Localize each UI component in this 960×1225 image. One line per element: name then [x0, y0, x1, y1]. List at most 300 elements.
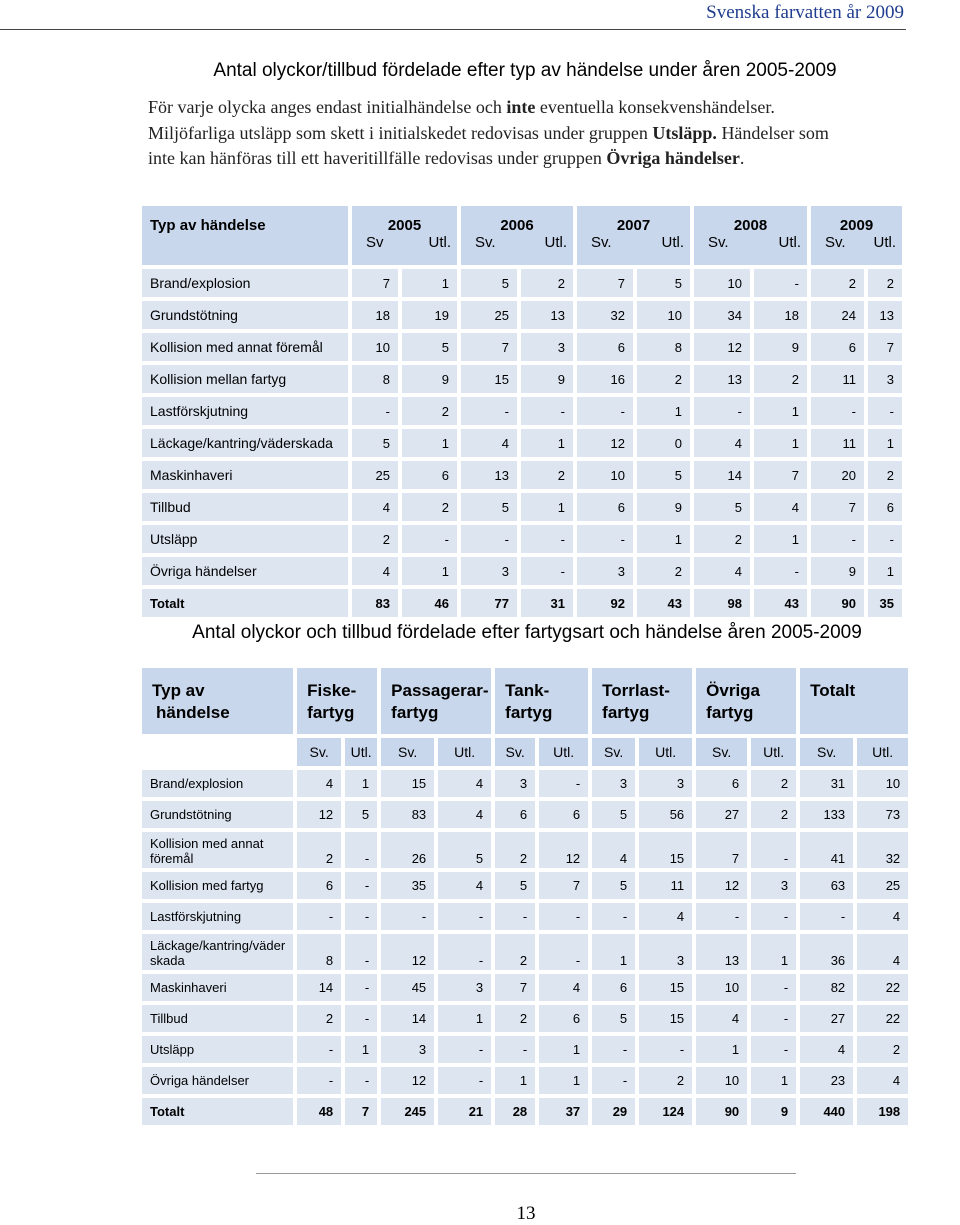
total-cell: 124 [639, 1098, 692, 1125]
row-label [142, 1067, 293, 1094]
table-cell: 3 [577, 557, 633, 585]
table-cell: 12 [577, 429, 633, 457]
table-cell: - [751, 974, 796, 1001]
table-cell: 7 [868, 333, 902, 361]
table-cell: - [521, 525, 573, 553]
row-label [142, 974, 293, 1001]
type-header-line-1: Typ av [152, 681, 205, 700]
table-cell: 10 [637, 301, 690, 329]
table-cell: 7 [577, 269, 633, 297]
table-cell: - [438, 1067, 491, 1094]
table-cell: 4 [539, 974, 588, 1001]
table-cell: 56 [639, 801, 692, 828]
total-cell: 92 [577, 589, 633, 617]
row-label-line-1: Läckage/kantring/väder [150, 938, 286, 953]
table-cell: 9 [754, 333, 807, 361]
table-cell: 4 [352, 493, 398, 521]
table-cell: 14 [381, 1005, 434, 1032]
utl-label: Utl. [345, 738, 377, 766]
table-cell: - [345, 903, 377, 930]
table-cell: 2 [751, 770, 796, 797]
total-cell: 48 [297, 1098, 341, 1125]
table-cell: 10 [694, 269, 750, 297]
table-cell: 41 [800, 832, 853, 868]
table-cell: 3 [381, 1036, 434, 1063]
total-cell: 46 [402, 589, 457, 617]
table-cell: - [868, 525, 902, 553]
table-cell: 4 [696, 1005, 747, 1032]
section1-title: Antal olyckor/tillbud fördelade efter typ av händelse under åren 2005-2009 [213, 60, 837, 81]
table-cell: 4 [438, 801, 491, 828]
table-cell: 3 [461, 557, 517, 585]
table-cell: 4 [461, 429, 517, 457]
running-title: Svenska farvatten år 2009 [706, 2, 904, 23]
vessel-group-header [696, 668, 796, 734]
table-cell: 3 [495, 770, 535, 797]
row-label [142, 801, 293, 828]
table-cell: 1 [754, 525, 807, 553]
header-rule [0, 29, 906, 30]
row-label [142, 770, 293, 797]
total-row [142, 589, 902, 617]
row-label-line-2: föremål [150, 851, 194, 866]
table-cell: 8 [297, 934, 341, 970]
table-cell: 32 [577, 301, 633, 329]
group-line-2: fartyg [307, 703, 355, 722]
table-cell: 26 [381, 832, 434, 868]
table-cell: 15 [639, 1005, 692, 1032]
table-cell: 6 [696, 770, 747, 797]
table-cell: 13 [868, 301, 902, 329]
table-cell: 3 [639, 934, 692, 970]
table-cell: 19 [402, 301, 457, 329]
table-cell: - [521, 397, 573, 425]
row-label-line-1: Kollision med fartyg [150, 878, 264, 893]
total-cell: 28 [495, 1098, 535, 1125]
table-cell: - [297, 1067, 341, 1094]
table-cell: - [592, 903, 635, 930]
table-cell: 22 [857, 1005, 908, 1032]
table-cell: 4 [857, 903, 908, 930]
table-cell: 1 [539, 1067, 588, 1094]
table-cell: 63 [800, 872, 853, 899]
total-cell: 43 [637, 589, 690, 617]
year-label: 2008 [733, 217, 768, 234]
table-cell: 6 [811, 333, 864, 361]
sv-label: Sv. [592, 738, 635, 766]
table-cell: 6 [402, 461, 457, 489]
table-cell: 6 [577, 333, 633, 361]
table-cell: 18 [754, 301, 807, 329]
type-header-line-2: händelse [156, 703, 230, 722]
table-cell: 11 [811, 365, 864, 393]
table-cell: 1 [637, 397, 690, 425]
vessel-group-header [495, 668, 588, 734]
table-cell: - [297, 903, 341, 930]
type-header [142, 668, 293, 734]
table-cell: 1 [521, 493, 573, 521]
table-cell: 6 [297, 872, 341, 899]
total-cell: 245 [381, 1098, 434, 1125]
table-cell: 7 [696, 832, 747, 868]
table-cell: 7 [539, 872, 588, 899]
row-label: Lastförskjutning [142, 397, 348, 425]
table-cell: 4 [297, 770, 341, 797]
vessel-group-header [297, 668, 377, 734]
table-cell: 10 [696, 1067, 747, 1094]
table-cell: 14 [694, 461, 750, 489]
table-cell: 12 [694, 333, 750, 361]
row-label: Maskinhaveri [142, 461, 348, 489]
table-row [142, 493, 902, 521]
row-label-line-1: Övriga händelser [150, 1073, 249, 1088]
table-cell: 2 [868, 269, 902, 297]
table-cell: 5 [694, 493, 750, 521]
intro-paragraph [148, 95, 928, 172]
table-cell: 31 [800, 770, 853, 797]
table-cell: 6 [577, 493, 633, 521]
year-header-2008 [694, 206, 807, 265]
group-line-2: fartyg [706, 703, 754, 722]
table-row [142, 974, 908, 1001]
table-cell: 14 [297, 974, 341, 1001]
table-cell: 7 [754, 461, 807, 489]
table-cell: 1 [402, 429, 457, 457]
table-row [142, 1005, 908, 1032]
row-label-line-1: Kollision med annat [150, 836, 264, 851]
row-label: Kollision mellan fartyg [142, 365, 348, 393]
table-row [142, 1067, 908, 1094]
table1-header-row [142, 206, 902, 265]
total-cell: 29 [592, 1098, 635, 1125]
sv-label: Sv. [381, 738, 434, 766]
table-cell: 24 [811, 301, 864, 329]
table-cell: - [539, 934, 588, 970]
sv-utl-labels [694, 234, 807, 251]
table-row [142, 301, 902, 329]
table-cell: 5 [592, 1005, 635, 1032]
table-cell: 4 [754, 493, 807, 521]
utl-label: Utl. [639, 738, 692, 766]
table-cell: 36 [800, 934, 853, 970]
table-cell: 2 [857, 1036, 908, 1063]
table-cell: 2 [751, 801, 796, 828]
total-label: Totalt [142, 1098, 293, 1125]
table-cell: - [461, 397, 517, 425]
table-cell: 9 [521, 365, 573, 393]
table-cell: - [345, 974, 377, 1001]
table-cell: - [868, 397, 902, 425]
table-cell: 1 [345, 1036, 377, 1063]
table-cell: - [345, 872, 377, 899]
row-label-line-1: Brand/explosion [150, 776, 244, 791]
table-row [142, 903, 908, 930]
row-label-line-1: Maskinhaveri [150, 980, 227, 995]
year-label: 2005 [387, 217, 422, 234]
table-cell: 27 [800, 1005, 853, 1032]
table-cell: 13 [696, 934, 747, 970]
row-label: Grundstötning [142, 301, 348, 329]
group-line-1: Totalt [810, 681, 856, 700]
total-label: Totalt [142, 589, 348, 617]
table-cell: - [352, 397, 398, 425]
table-cell: 5 [495, 872, 535, 899]
table-cell: 4 [352, 557, 398, 585]
group-line-2: fartyg [391, 703, 439, 722]
group-line-1: Torrlast- [602, 681, 670, 700]
total-cell: 440 [800, 1098, 853, 1125]
total-cell: 31 [521, 589, 573, 617]
group-line-2: fartyg [505, 703, 553, 722]
page-number: 13 [516, 1203, 536, 1224]
table-cell: 15 [381, 770, 434, 797]
intro-line-2: Miljöfarliga utsläpp som skett i initialskedet redovisas under gruppen Utsläpp. Händelser som [148, 122, 829, 143]
table-cell: 15 [461, 365, 517, 393]
table-cell: 6 [495, 801, 535, 828]
year-header-2007 [577, 206, 690, 265]
utl-label: Utl. [428, 234, 451, 251]
table-cell: 2 [521, 269, 573, 297]
table-cell: 5 [345, 801, 377, 828]
total-cell: 21 [438, 1098, 491, 1125]
table-cell: 8 [352, 365, 398, 393]
table-cell: - [381, 903, 434, 930]
table-cell: - [495, 903, 535, 930]
table-row [142, 832, 908, 868]
table-cell: 10 [352, 333, 398, 361]
table-cell: - [495, 1036, 535, 1063]
table-cell: - [297, 1036, 341, 1063]
table-cell: - [461, 525, 517, 553]
type-header: Typ av händelse [142, 206, 348, 265]
table-cell: 4 [857, 1067, 908, 1094]
group-line-1: Passagerar- [391, 681, 489, 700]
total-cell: 43 [754, 589, 807, 617]
row-label [142, 832, 293, 868]
table-cell: - [592, 1067, 635, 1094]
events-by-year-table [138, 202, 906, 621]
table-cell: 83 [381, 801, 434, 828]
total-cell: 35 [868, 589, 902, 617]
table-cell: 1 [592, 934, 635, 970]
row-label-line-2: skada [150, 953, 185, 968]
table-cell: - [438, 934, 491, 970]
total-cell: 90 [696, 1098, 747, 1125]
table-cell: 5 [592, 801, 635, 828]
row-label [142, 934, 293, 970]
table-cell: 1 [521, 429, 573, 457]
table-cell: 2 [639, 1067, 692, 1094]
table-cell: - [521, 557, 573, 585]
table-cell: 5 [637, 461, 690, 489]
group-line-1: Tank- [505, 681, 550, 700]
table-cell: 15 [639, 974, 692, 1001]
table-cell: - [345, 1005, 377, 1032]
table-cell: 11 [639, 872, 692, 899]
utl-label: Utl. [751, 738, 796, 766]
sv-label: Sv. [825, 234, 846, 251]
table-cell: 7 [352, 269, 398, 297]
year-header-2006 [461, 206, 573, 265]
row-label-line-1: Lastförskjutning [150, 909, 242, 924]
table-cell: 20 [811, 461, 864, 489]
events-by-vessel-table [138, 664, 912, 1129]
table-cell: 4 [438, 872, 491, 899]
table-cell: 2 [868, 461, 902, 489]
table-cell: 3 [751, 872, 796, 899]
intro-line-1: För varje olycka anges endast initialhändelse och inte eventuella konsekvenshändelser. [148, 97, 775, 117]
table-row [142, 333, 902, 361]
table-row [142, 461, 902, 489]
total-cell: 90 [811, 589, 864, 617]
table-row [142, 801, 908, 828]
table-cell: 82 [800, 974, 853, 1001]
table-cell: 2 [521, 461, 573, 489]
sv-label: Sv. [800, 738, 853, 766]
year-label: 2007 [616, 217, 651, 234]
table-row [142, 397, 902, 425]
table-cell: 2 [495, 934, 535, 970]
table-cell: 12 [381, 934, 434, 970]
table-cell: 1 [868, 557, 902, 585]
row-label [142, 872, 293, 899]
utl-label: Utl. [873, 234, 896, 251]
table-cell: 2 [754, 365, 807, 393]
table-cell: 3 [868, 365, 902, 393]
table-cell: 10 [857, 770, 908, 797]
total-cell: 98 [694, 589, 750, 617]
sv-label: Sv. [591, 234, 612, 251]
table-row [142, 872, 908, 899]
sv-utl-labels [577, 234, 690, 251]
total-cell: 198 [857, 1098, 908, 1125]
table-cell: 4 [857, 934, 908, 970]
sv-label: Sv. [475, 234, 496, 251]
table-cell: 4 [438, 770, 491, 797]
group-line-2: fartyg [602, 703, 650, 722]
table-cell: - [639, 1036, 692, 1063]
sv-utl-labels [811, 234, 902, 251]
sv-label: Sv. [696, 738, 747, 766]
row-label [142, 1005, 293, 1032]
table-row [142, 770, 908, 797]
row-label: Övriga händelser [142, 557, 348, 585]
table-cell: 27 [696, 801, 747, 828]
table-cell: 2 [402, 397, 457, 425]
utl-label: Utl. [438, 738, 491, 766]
table-cell: 2 [297, 1005, 341, 1032]
utl-label: Utl. [778, 234, 801, 251]
table-cell: - [751, 1005, 796, 1032]
table-cell: 2 [402, 493, 457, 521]
table-cell: 3 [521, 333, 573, 361]
table-cell: - [402, 525, 457, 553]
table-cell: 2 [637, 557, 690, 585]
row-label: Kollision med annat föremål [142, 333, 348, 361]
row-label: Tillbud [142, 493, 348, 521]
table-cell: 3 [592, 770, 635, 797]
table-cell: - [754, 269, 807, 297]
table-cell: 5 [352, 429, 398, 457]
table-cell: 0 [637, 429, 690, 457]
table-cell: 2 [495, 1005, 535, 1032]
table-cell: 2 [694, 525, 750, 553]
table-cell: - [577, 397, 633, 425]
intro-line-3: inte kan hänföras till ett haveritillfälle redovisas under gruppen Övriga händelser. [148, 148, 745, 168]
table-cell: 1 [754, 397, 807, 425]
table-cell: 11 [811, 429, 864, 457]
sv-utl-labels [352, 234, 457, 251]
table-cell: - [345, 832, 377, 868]
row-label-line-1: Grundstötning [150, 807, 232, 822]
year-header-2005 [352, 206, 457, 265]
table-cell: 3 [639, 770, 692, 797]
table-cell: - [696, 903, 747, 930]
table-cell: 2 [637, 365, 690, 393]
table-cell: 35 [381, 872, 434, 899]
table-cell: - [539, 903, 588, 930]
table-cell: 1 [696, 1036, 747, 1063]
table-cell: 3 [438, 974, 491, 1001]
table-cell: - [694, 397, 750, 425]
vessel-group-header [592, 668, 692, 734]
utl-label: Utl. [539, 738, 588, 766]
row-label: Läckage/kantring/väderskada [142, 429, 348, 457]
blank-cell [142, 738, 293, 766]
table-cell: 1 [751, 934, 796, 970]
row-label-line-1: Tillbud [150, 1011, 188, 1026]
row-label [142, 903, 293, 930]
table-row [142, 365, 902, 393]
table-row [142, 429, 902, 457]
table-cell: 5 [438, 832, 491, 868]
table-cell: 13 [461, 461, 517, 489]
sv-utl-labels [461, 234, 573, 251]
sv-utl-row [142, 738, 908, 766]
table-cell: 1 [868, 429, 902, 457]
total-cell: 37 [539, 1098, 588, 1125]
table-cell: 6 [868, 493, 902, 521]
table-cell: 133 [800, 801, 853, 828]
table-cell: 12 [696, 872, 747, 899]
table-cell: 8 [637, 333, 690, 361]
table-cell: 2 [352, 525, 398, 553]
group-line-1: Övriga [706, 681, 761, 700]
table-cell: 25 [857, 872, 908, 899]
total-cell: 9 [751, 1098, 796, 1125]
year-label: 2006 [500, 217, 534, 234]
utl-label: Utl. [544, 234, 567, 251]
table-cell: 12 [381, 1067, 434, 1094]
table-cell: 6 [539, 1005, 588, 1032]
section2-title: Antal olyckor och tillbud fördelade efter fartygsart och händelse åren 2005-2009 [192, 622, 862, 643]
table-cell: 23 [800, 1067, 853, 1094]
table-cell: - [438, 903, 491, 930]
table-cell: 1 [637, 525, 690, 553]
total-cell: 83 [352, 589, 398, 617]
footer-rule [256, 1173, 796, 1174]
table-cell: 34 [694, 301, 750, 329]
table-cell: - [438, 1036, 491, 1063]
sv-label: Sv [366, 234, 384, 251]
table-row [142, 557, 902, 585]
table-cell: 9 [811, 557, 864, 585]
row-label: Brand/explosion [142, 269, 348, 297]
table-cell: - [592, 1036, 635, 1063]
table-cell: - [539, 770, 588, 797]
table-cell: 25 [352, 461, 398, 489]
table-cell: 13 [694, 365, 750, 393]
